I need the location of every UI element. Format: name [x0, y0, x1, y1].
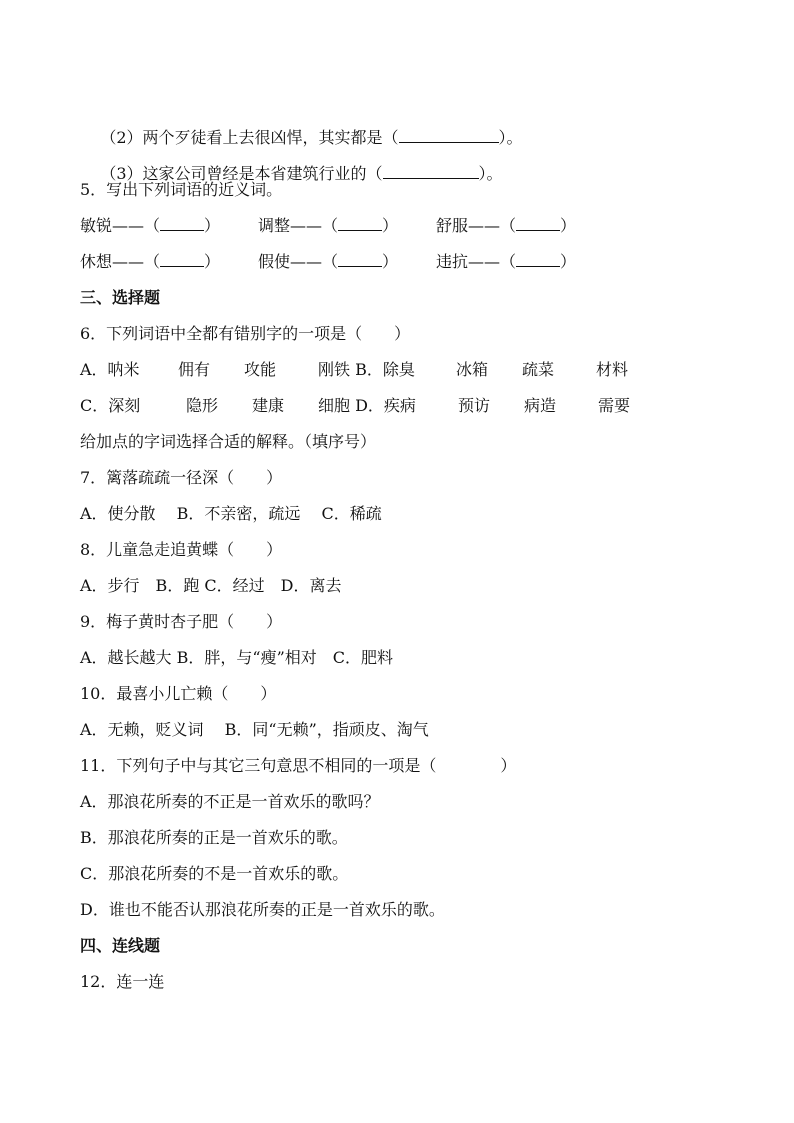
q6-option-word: 病造: [524, 396, 557, 415]
q8-question: 8．儿童急走追黄蝶（ ）: [80, 540, 283, 559]
synonym-word: 调整——（: [258, 216, 339, 235]
synonym-close: ）: [560, 216, 577, 235]
q11-option: B．那浪花所奏的正是一首欢乐的歌。: [80, 828, 348, 847]
q10-options: A．无赖，贬义词 B．同“无赖”，指顽皮、淘气: [80, 720, 429, 739]
q9-question: 9．梅子黄时杏子肥（ ）: [80, 612, 283, 631]
section-heading: 三、选择题: [80, 288, 161, 307]
q11-question: 11．下列句子中与其它三句意思不相同的一项是（ ）: [80, 756, 517, 775]
section-heading: 四、连线题: [80, 936, 161, 955]
answer-blank[interactable]: [160, 216, 204, 231]
synonym-word: 假使——（: [258, 252, 339, 271]
answer-blank[interactable]: [516, 216, 560, 231]
q4-item-2-text: （2）两个歹徒看上去很凶悍，其实都是（: [100, 128, 399, 147]
q4-item-3-close: ）。: [478, 164, 503, 183]
q6-option-word: 预访: [458, 396, 491, 415]
q6-option-word: 攻能: [244, 360, 277, 379]
q11-option: A．那浪花所奏的不正是一首欢乐的歌吗？: [80, 792, 380, 811]
synonym-close: ）: [204, 216, 221, 235]
q8-options: A．步行 B．跑 C．经过 D．离去: [80, 576, 342, 595]
q4-item-2-close: ）。: [498, 128, 523, 147]
answer-blank[interactable]: [383, 164, 479, 179]
q6-option-word: 细胞 D．疾病: [318, 396, 416, 415]
q6-option-word: 冰箱: [456, 360, 489, 379]
q6-question: 6．下列词语中全都有错别字的一项是（ ）: [80, 324, 411, 343]
synonym-item: [80, 252, 220, 272]
q6-option-word: 佣有: [178, 360, 211, 379]
synonym-word: 休想——（: [80, 252, 161, 271]
q6-option-word: 刚铁 B．除臭: [318, 360, 415, 379]
q11-option: D．谁也不能否认那浪花所奏的正是一首欢乐的歌。: [80, 900, 445, 919]
synonym-word: 舒服——（: [436, 216, 517, 235]
q6-option-word: A．呐米: [80, 360, 140, 379]
q6-option-word: 材料: [596, 360, 629, 379]
synonym-item: [258, 216, 398, 236]
instruction-text: 给加点的字词选择合适的解释。（填序号）: [80, 432, 377, 451]
synonym-item: [80, 216, 220, 236]
q6-option-word: 隐形: [186, 396, 219, 415]
synonym-word: 违抗——（: [436, 252, 517, 271]
q5-title: 5．写出下列词语的近义词。: [80, 180, 283, 199]
synonym-item: [258, 252, 398, 272]
q6-option-word: C．深刻: [80, 396, 141, 415]
q9-options: A．越长越大 B．胖，与“瘦”相对 C．肥料: [80, 648, 394, 667]
synonym-item: [436, 252, 576, 272]
synonym-close: ）: [382, 216, 399, 235]
synonym-close: ）: [382, 252, 399, 271]
q6-option-word: 建康: [252, 396, 285, 415]
synonym-item: [436, 216, 576, 236]
q4-item-3-text: （3）这家公司曾经是本省建筑行业的（: [100, 164, 383, 183]
q10-question: 10．最喜小儿亡赖（ ）: [80, 684, 277, 703]
q7-question: 7．篱落疏疏一径深（ ）: [80, 468, 283, 487]
q7-options: A．使分散 B．不亲密，疏远 C．稀疏: [80, 504, 382, 523]
synonym-word: 敏锐——（: [80, 216, 161, 235]
synonym-close: ）: [204, 252, 221, 271]
synonym-close: ）: [560, 252, 577, 271]
answer-blank[interactable]: [516, 252, 560, 267]
q6-option-word: 疏菜: [522, 360, 555, 379]
answer-blank[interactable]: [338, 252, 382, 267]
answer-blank[interactable]: [399, 128, 499, 143]
q12-question: 12．连一连: [80, 972, 165, 991]
q6-option-word: 需要: [598, 396, 631, 415]
answer-blank[interactable]: [160, 252, 204, 267]
answer-blank[interactable]: [338, 216, 382, 231]
q11-option: C．那浪花所奏的不是一首欢乐的歌。: [80, 864, 349, 883]
